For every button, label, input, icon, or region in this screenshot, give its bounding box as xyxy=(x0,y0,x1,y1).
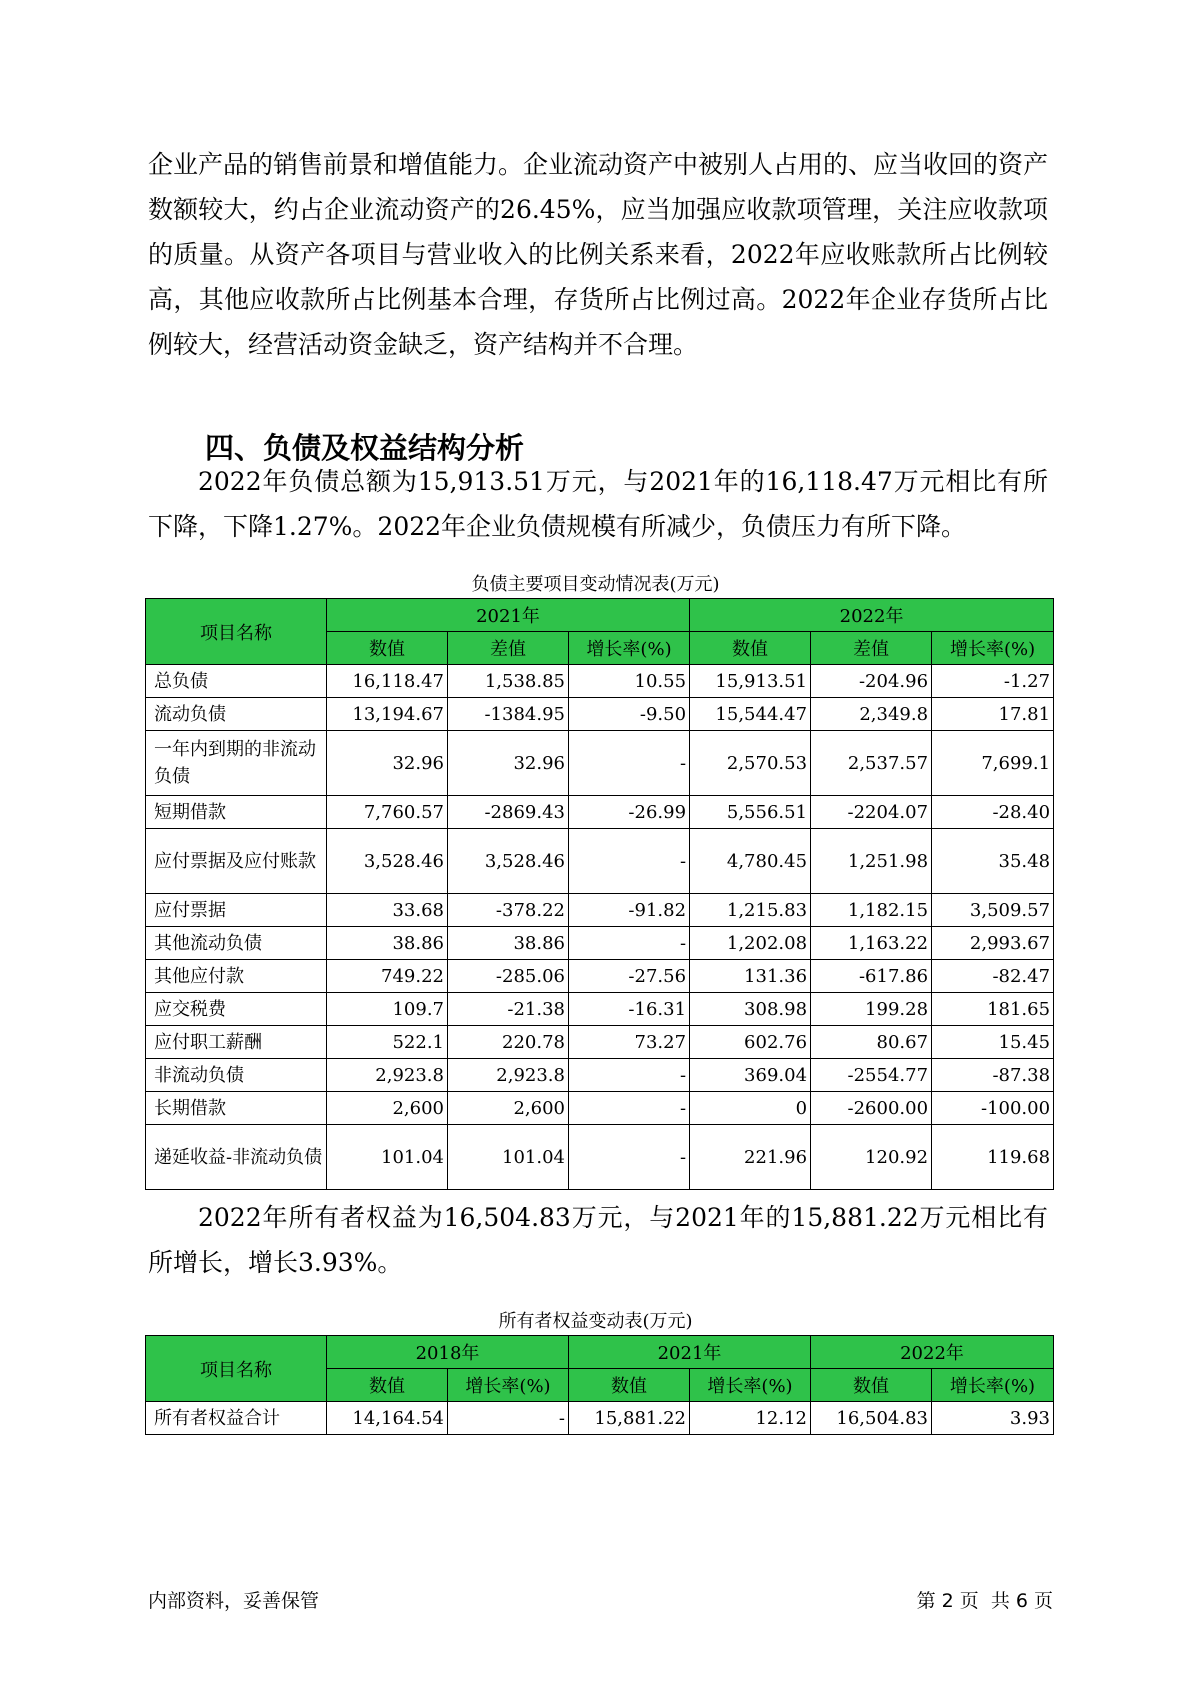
sub-header-growth: 增长率(%) xyxy=(690,1369,811,1402)
table-row xyxy=(146,731,1054,796)
sub-header-growth: 增长率(%) xyxy=(932,1369,1054,1402)
row-label: 短期借款 xyxy=(146,796,327,829)
table-cell: 2,923.8 xyxy=(448,1059,569,1092)
table-cell: -617.86 xyxy=(811,960,932,993)
table-cell: 220.78 xyxy=(448,1026,569,1059)
table-cell: 522.1 xyxy=(327,1026,448,1059)
table-cell: 2,349.8 xyxy=(811,698,932,731)
paragraph-asset-structure: 企业产品的销售前景和增值能力。企业流动资产中被别人占用的、应当收回的资产数额较大，约占企业流动资产的26.45%，应当加强应收款项管理，关注应收款项的质量。从资产各项目与营业收入的比例关系来看，2022年应收账款所占比例较高，其他应收款所占比例基本合理，存货所占比例过高。2022年企业存货所占比例较大，经营活动资金缺乏，资产结构并不合理。 xyxy=(148,150,1049,359)
table-cell: 3,528.46 xyxy=(448,829,569,894)
table-cell: 0 xyxy=(690,1092,811,1125)
table-cell: 32.96 xyxy=(448,731,569,796)
year-header-2021: 2021年 xyxy=(569,1336,811,1369)
table-cell: 2,993.67 xyxy=(932,927,1054,960)
row-label: 递延收益-非流动负债 xyxy=(146,1125,327,1190)
table-cell: - xyxy=(569,1059,690,1092)
sub-header-growth: 增长率(%) xyxy=(448,1369,569,1402)
table-cell: 109.7 xyxy=(327,993,448,1026)
equity-table xyxy=(145,1335,1054,1435)
table-cell: 369.04 xyxy=(690,1059,811,1092)
table-cell: -204.96 xyxy=(811,665,932,698)
table-cell: 131.36 xyxy=(690,960,811,993)
table-cell: 32.96 xyxy=(327,731,448,796)
table-cell: 7,699.1 xyxy=(932,731,1054,796)
table-cell: 38.86 xyxy=(448,927,569,960)
table-row xyxy=(146,796,1054,829)
sub-header-value: 数值 xyxy=(569,1369,690,1402)
row-label: 其他流动负债 xyxy=(146,927,327,960)
row-label: 应交税费 xyxy=(146,993,327,1026)
table-row xyxy=(146,1059,1054,1092)
table-cell: 308.98 xyxy=(690,993,811,1026)
table-cell: -1.27 xyxy=(932,665,1054,698)
table-row xyxy=(146,960,1054,993)
table-row xyxy=(146,927,1054,960)
row-label: 应付票据 xyxy=(146,894,327,927)
table-cell: 15,544.47 xyxy=(690,698,811,731)
sub-header-value: 数值 xyxy=(327,1369,448,1402)
table-cell: 602.76 xyxy=(690,1026,811,1059)
table-cell: 2,600 xyxy=(327,1092,448,1125)
item-name-header: 项目名称 xyxy=(146,599,327,665)
row-label: 应付职工薪酬 xyxy=(146,1026,327,1059)
table-cell: - xyxy=(569,927,690,960)
row-label: 非流动负债 xyxy=(146,1059,327,1092)
table-cell: 5,556.51 xyxy=(690,796,811,829)
table-cell: - xyxy=(569,731,690,796)
table-cell: 199.28 xyxy=(811,993,932,1026)
table-cell: -91.82 xyxy=(569,894,690,927)
table-cell: 38.86 xyxy=(327,927,448,960)
table-cell: 181.65 xyxy=(932,993,1054,1026)
table-cell: 15,881.22 xyxy=(569,1402,690,1435)
table-cell: 80.67 xyxy=(811,1026,932,1059)
table-cell: 2,537.57 xyxy=(811,731,932,796)
year-header-2021: 2021年 xyxy=(327,599,690,632)
row-label: 总负债 xyxy=(146,665,327,698)
table-cell: 2,600 xyxy=(448,1092,569,1125)
table-cell: -1384.95 xyxy=(448,698,569,731)
table-row xyxy=(146,665,1054,698)
table-cell: 14,164.54 xyxy=(327,1402,448,1435)
table-cell: 1,182.15 xyxy=(811,894,932,927)
table-cell: - xyxy=(448,1402,569,1435)
table-cell: 10.55 xyxy=(569,665,690,698)
table-cell: 1,251.98 xyxy=(811,829,932,894)
item-name-header: 项目名称 xyxy=(146,1336,327,1402)
section-heading: 四、负债及权益结构分析 xyxy=(205,431,525,465)
table-cell: - xyxy=(569,1092,690,1125)
row-label: 其他应付款 xyxy=(146,960,327,993)
table-cell: 3,528.46 xyxy=(327,829,448,894)
year-header-2022: 2022年 xyxy=(811,1336,1054,1369)
footer-confidential-note: 内部资料，妥善保管 xyxy=(148,1590,320,1612)
table-cell: -2869.43 xyxy=(448,796,569,829)
sub-header-value: 数值 xyxy=(327,632,448,665)
table-cell: -100.00 xyxy=(932,1092,1054,1125)
equity-table-caption: 所有者权益变动表(万元) xyxy=(498,1311,693,1332)
table-cell: 2,570.53 xyxy=(690,731,811,796)
row-label: 流动负债 xyxy=(146,698,327,731)
table-cell: 35.48 xyxy=(932,829,1054,894)
table-cell: -378.22 xyxy=(448,894,569,927)
footer-page-number: 第 2 页 共 6 页 xyxy=(916,1590,1053,1612)
table-cell: -16.31 xyxy=(569,993,690,1026)
paragraph-liability-summary: 2022年负债总额为15,913.51万元，与2021年的16,118.47万元相比有所下降，下降1.27%。2022年企业负债规模有所减少，负债压力有所下降。 xyxy=(148,467,1048,541)
table-row xyxy=(146,1092,1054,1125)
table-row xyxy=(146,1402,1054,1435)
row-label: 应付票据及应付账款 xyxy=(146,829,327,894)
table-cell: 17.81 xyxy=(932,698,1054,731)
table-row xyxy=(146,993,1054,1026)
table-cell: - xyxy=(569,829,690,894)
table-cell: -21.38 xyxy=(448,993,569,1026)
table-cell: 749.22 xyxy=(327,960,448,993)
sub-header-diff: 差值 xyxy=(448,632,569,665)
table-cell: -28.40 xyxy=(932,796,1054,829)
table-cell: 4,780.45 xyxy=(690,829,811,894)
sub-header-growth: 增长率(%) xyxy=(569,632,690,665)
liability-table-caption: 负债主要项目变动情况表(万元) xyxy=(471,574,720,595)
table-cell: 3.93 xyxy=(932,1402,1054,1435)
sub-header-growth: 增长率(%) xyxy=(932,632,1054,665)
year-header-2018: 2018年 xyxy=(327,1336,569,1369)
table-cell: -87.38 xyxy=(932,1059,1054,1092)
table-cell: 101.04 xyxy=(327,1125,448,1190)
table-cell: 33.68 xyxy=(327,894,448,927)
table-cell: 101.04 xyxy=(448,1125,569,1190)
table-cell: -27.56 xyxy=(569,960,690,993)
row-label: 所有者权益合计 xyxy=(146,1402,327,1435)
table-cell: 15.45 xyxy=(932,1026,1054,1059)
table-cell: -2204.07 xyxy=(811,796,932,829)
year-header-2022: 2022年 xyxy=(690,599,1054,632)
table-cell: 15,913.51 xyxy=(690,665,811,698)
table-cell: 119.68 xyxy=(932,1125,1054,1190)
table-cell: 13,194.67 xyxy=(327,698,448,731)
table-cell: -9.50 xyxy=(569,698,690,731)
table-cell: -285.06 xyxy=(448,960,569,993)
table-cell: -82.47 xyxy=(932,960,1054,993)
table-cell: -2554.77 xyxy=(811,1059,932,1092)
table-cell: 120.92 xyxy=(811,1125,932,1190)
table-cell: 2,923.8 xyxy=(327,1059,448,1092)
row-label: 长期借款 xyxy=(146,1092,327,1125)
row-label: 一年内到期的非流动负债 xyxy=(146,731,327,796)
table-cell: 1,215.83 xyxy=(690,894,811,927)
table-cell: 12.12 xyxy=(690,1402,811,1435)
table-cell: 7,760.57 xyxy=(327,796,448,829)
table-cell: 3,509.57 xyxy=(932,894,1054,927)
table-row xyxy=(146,894,1054,927)
table-cell: 221.96 xyxy=(690,1125,811,1190)
table-row xyxy=(146,698,1054,731)
table-cell: 1,202.08 xyxy=(690,927,811,960)
table-cell: -26.99 xyxy=(569,796,690,829)
sub-header-value: 数值 xyxy=(690,632,811,665)
paragraph-equity-summary: 2022年所有者权益为16,504.83万元，与2021年的15,881.22万元相比有所增长，增长3.93%。 xyxy=(148,1203,1048,1277)
table-cell: 16,118.47 xyxy=(327,665,448,698)
sub-header-diff: 差值 xyxy=(811,632,932,665)
table-cell: 16,504.83 xyxy=(811,1402,932,1435)
table-cell: 1,163.22 xyxy=(811,927,932,960)
table-row xyxy=(146,1125,1054,1190)
table-cell: 1,538.85 xyxy=(448,665,569,698)
table-row xyxy=(146,829,1054,894)
table-row xyxy=(146,1026,1054,1059)
sub-header-value: 数值 xyxy=(811,1369,932,1402)
liability-table xyxy=(145,598,1054,1190)
table-cell: -2600.00 xyxy=(811,1092,932,1125)
table-cell: 73.27 xyxy=(569,1026,690,1059)
table-cell: - xyxy=(569,1125,690,1190)
